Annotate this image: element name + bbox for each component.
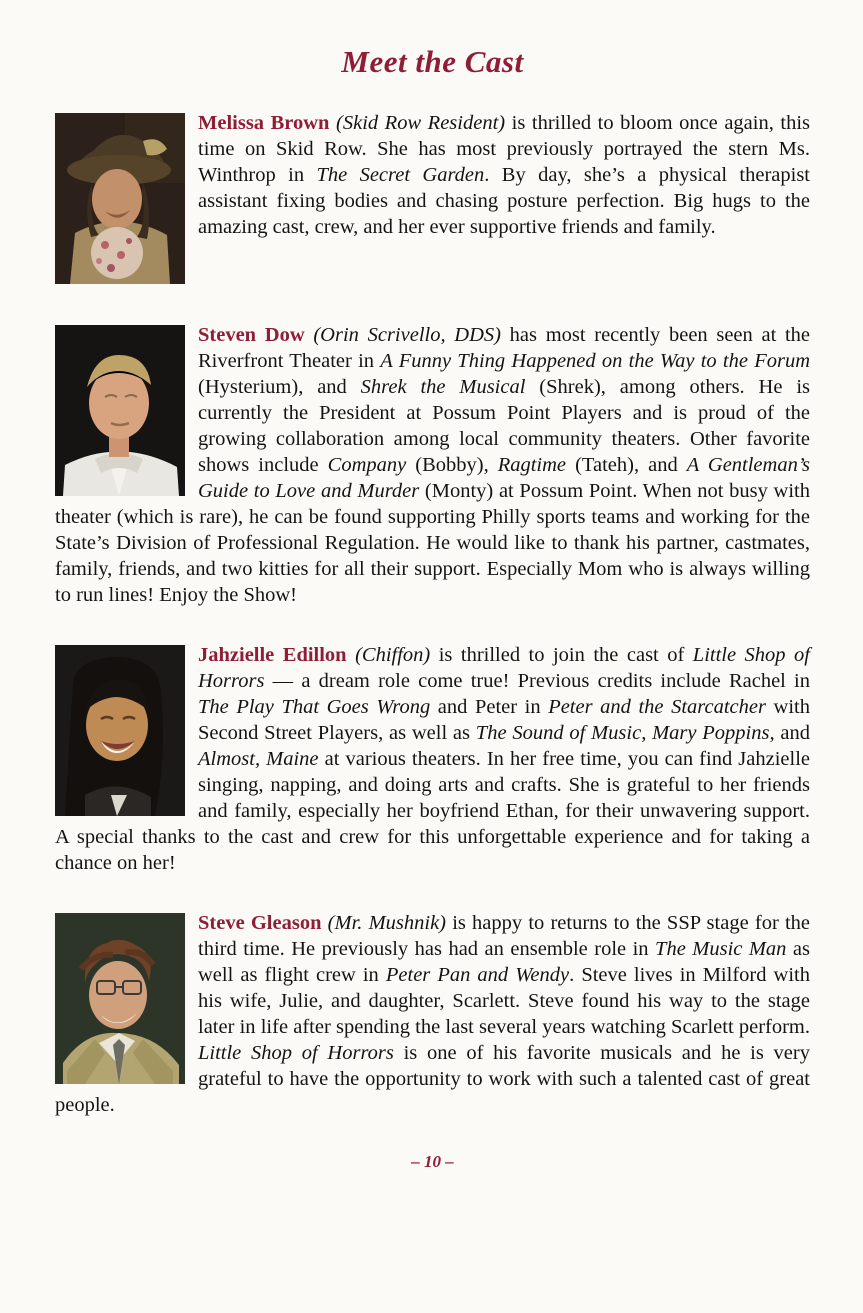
man-in-white-coat-portrait-icon: [55, 325, 185, 496]
bio-body: is thrilled to bloom once again, this time on Skid Row. She has most previously portrayed the stern Ms. Winthrop in The Secret Garden. By day, she’s a physical therapist assistant fixing bodies and chasing posture perfection. Big hugs to the amazing cast, crew, and her ever supportive friends and family.: [198, 112, 811, 238]
cast-bio-jahzielle-edillon: [55, 642, 810, 876]
jahzielle-edillon-photo: [55, 645, 185, 816]
page-number: – 10 –: [411, 1152, 454, 1171]
bio-body: is thrilled to join the cast of Little Shop of Horrors — a dream role come true! Previous credits include Rachel in The Play That Goes Wrong and Peter in Peter and the Starcatcher with Second Street Players, as well as The Sound of Music, Mary Poppins, and Almost, Maine at various theaters. In her free time, you can find Jahzielle singing, napping, and doing arts and crafts. She is grateful to her friends and family, especially her boyfriend Ethan, for their unwavering support. A special thanks to the cast and crew for this unforgettable experience and for taking a chance on her!: [55, 644, 810, 874]
cast-role: (Skid Row Resident): [336, 112, 506, 134]
cast-bio-melissa-brown: [55, 110, 810, 288]
cast-role: (Chiffon): [355, 644, 431, 666]
cast-role: (Mr. Mushnik): [327, 912, 447, 934]
page-title: Meet the Cast: [341, 44, 524, 79]
cast-name: Steven Dow: [198, 324, 305, 346]
cast-name: Steve Gleason: [198, 912, 322, 934]
melissa-brown-photo: [55, 113, 185, 284]
cast-name: Jahzielle Edillon: [198, 644, 347, 666]
cast-bio-steve-gleason: [55, 910, 810, 1118]
cast-role: (Orin Scrivello, DDS): [313, 324, 501, 346]
bio-body: is happy to returns to the SSP stage for the third time. He previously has had an ensemble role in The Music Man as well as flight crew in Peter Pan and Wendy. Steve lives in Milford with his wife, Julie, and daughter, Scarlett. Steve found his way to the stage later in life after spending the last several years watching Scarlett perform. Little Shop of Horrors is one of his favorite musicals and he is very grateful to have the opportunity to work with such a talented cast of great people.: [55, 912, 810, 1116]
smiling-woman-portrait-icon: [55, 645, 185, 816]
man-with-glasses-portrait-icon: [55, 913, 185, 1084]
steven-dow-photo: [55, 325, 185, 496]
cast-bio-steven-dow: [55, 322, 810, 608]
woman-in-hat-portrait-icon: [55, 113, 185, 284]
cast-name: Melissa Brown: [198, 112, 330, 134]
bio-body: has most recently been seen at the Riverfront Theater in A Funny Thing Happened on the Way to the Forum (Hysterium), and Shrek the Musical (Shrek), among others. He is currently the President at Possum Point Players and is proud of the growing collaboration among local community theaters. Other favorite shows include Company (Bobby), Ragtime (Tateh), and A Gentleman’s Guide to Love and Murder (Monty) at Possum Point. When not busy with theater (which is rare), he can be found supporting Philly sports teams and working for the State’s Division of Professional Regulation. He would like to thank his partner, castmates, family, friends, and two kitties for all their support. Especially Mom who is always willing to run lines! Enjoy the Show!: [55, 324, 811, 606]
steve-gleason-photo: [55, 913, 185, 1084]
